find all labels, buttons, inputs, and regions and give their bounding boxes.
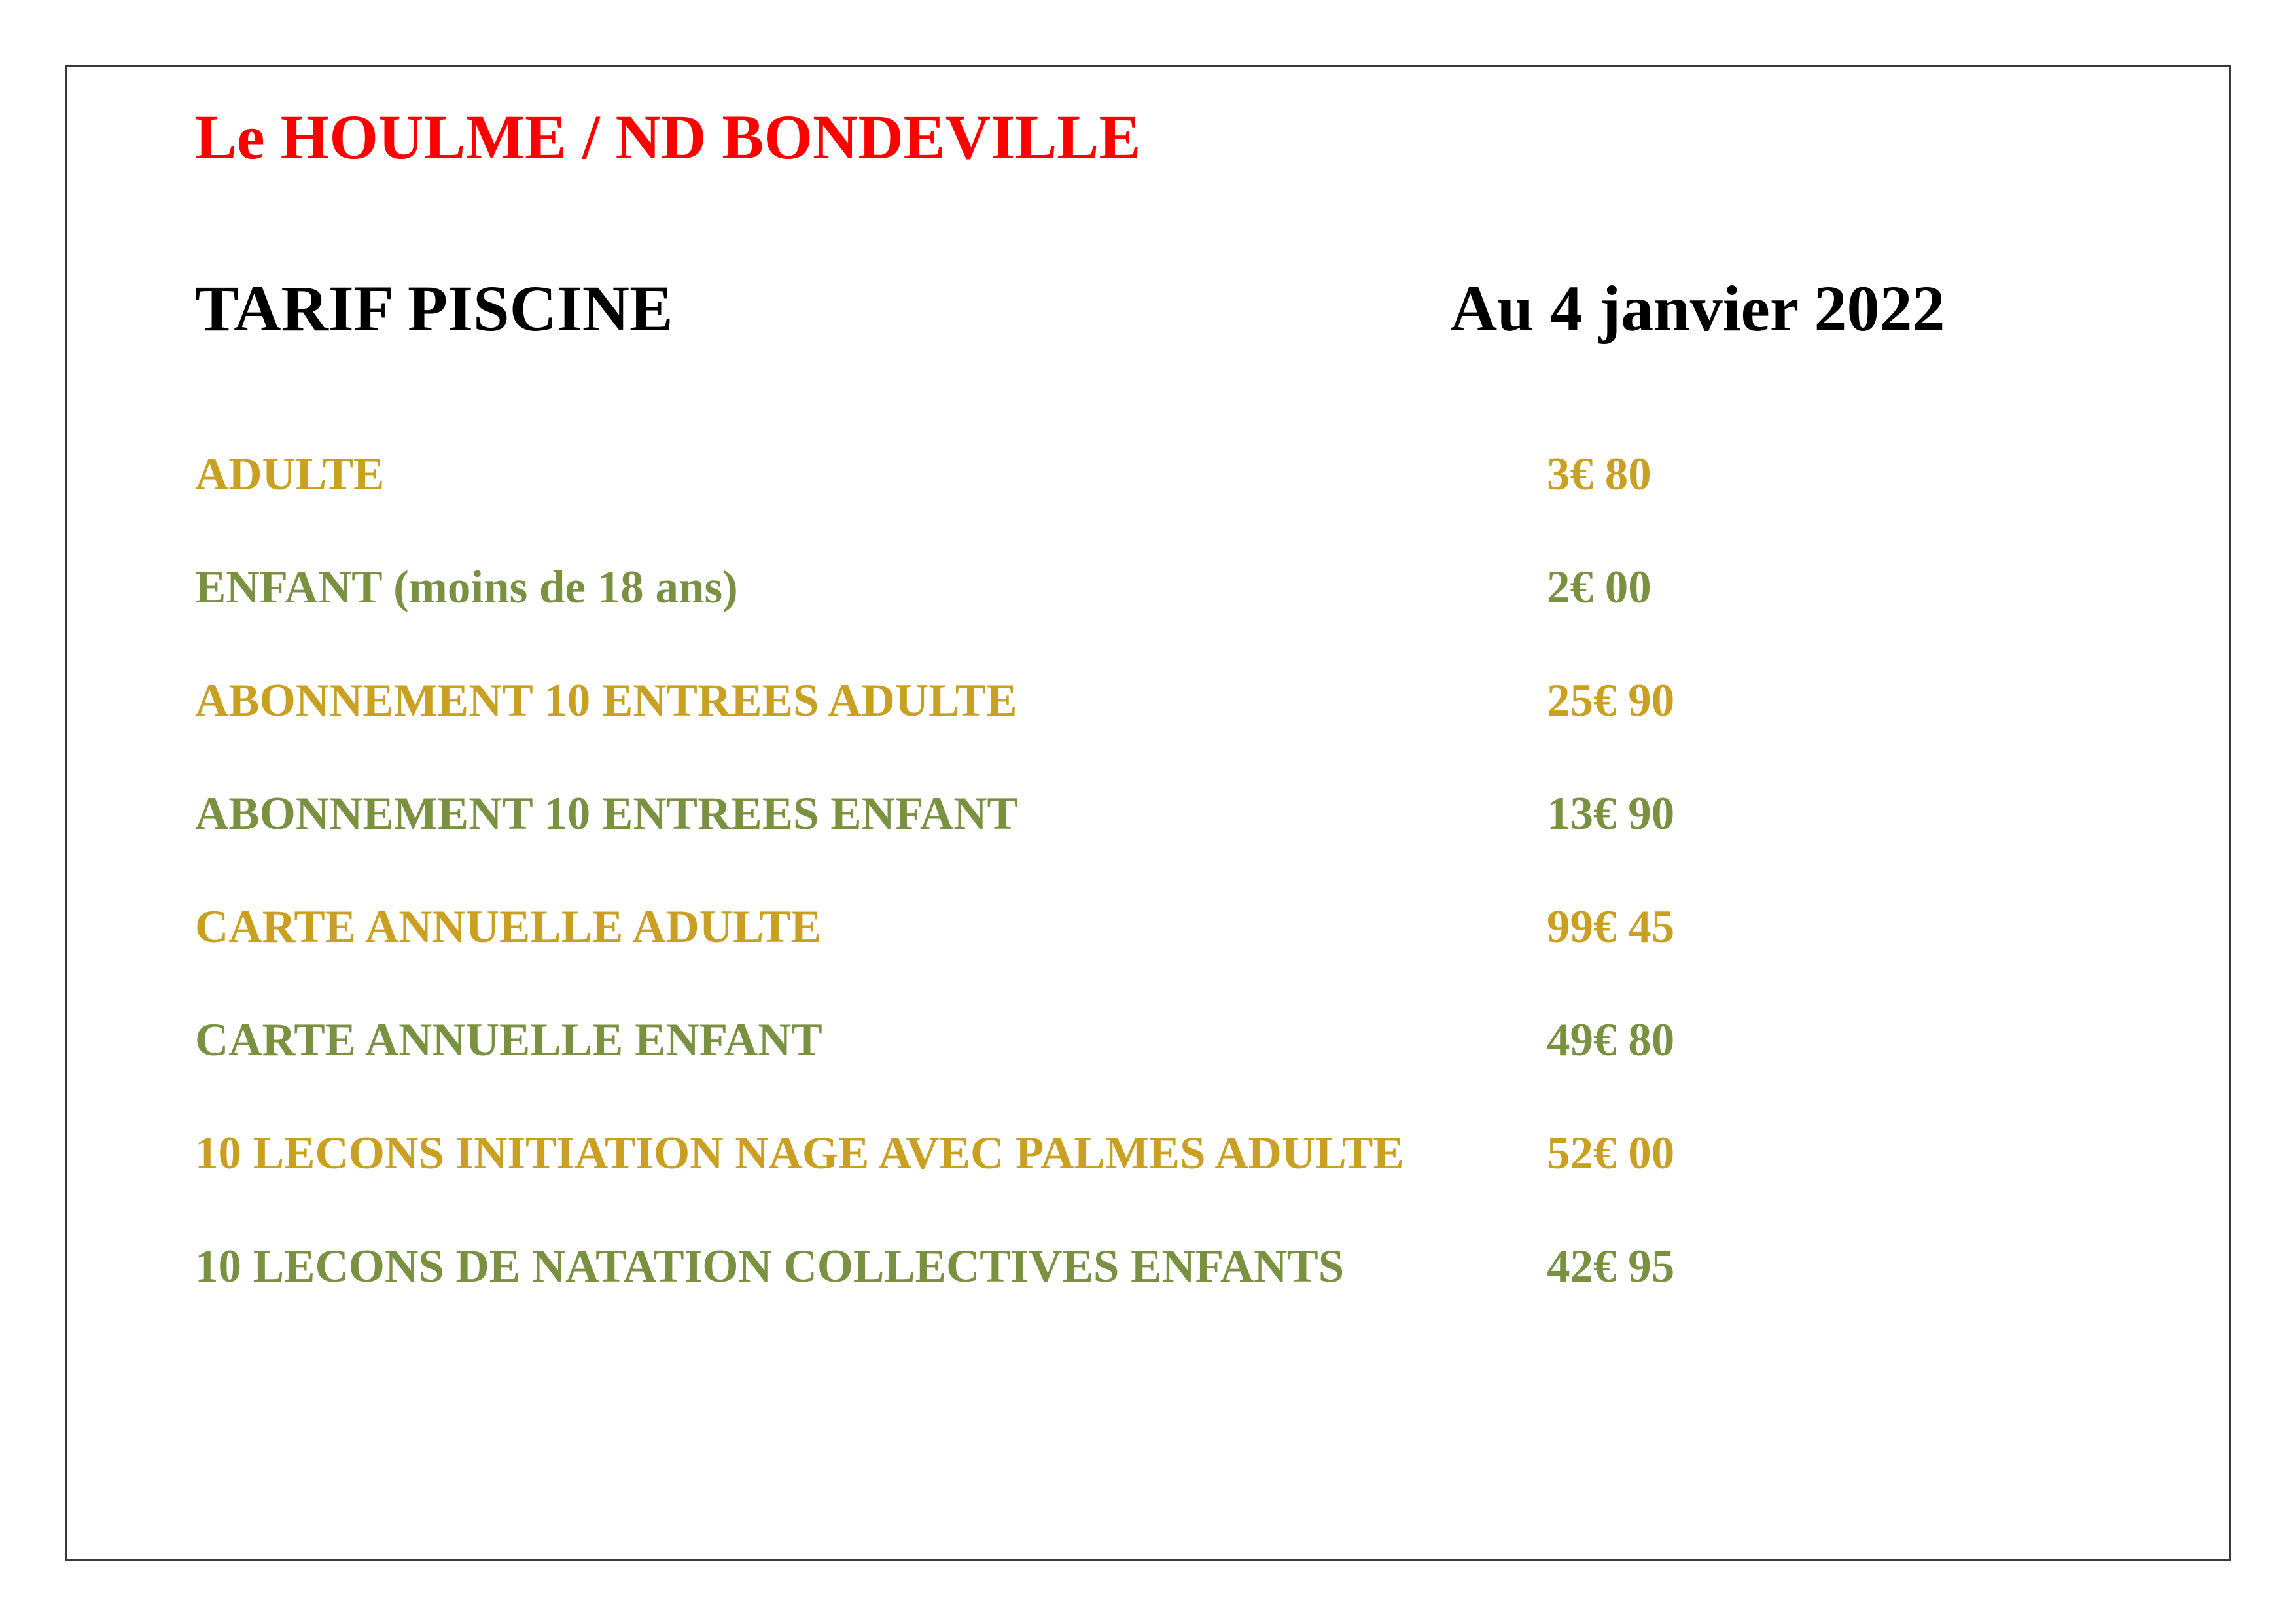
document-title: Le HOULME / ND BONDEVILLE [195,102,1141,172]
tariff-label: CARTE ANNUELLE ENFANT [195,1015,822,1066]
effective-date: Au 4 janvier 2022 [1450,272,1945,345]
tariff-price: 3€ 80 [1547,449,1651,500]
tariff-label: ABONNEMENT 10 ENTREES ENFANT [195,788,1018,839]
tariff-label: 10 LECONS INITIATION NAGE AVEC PALMES ADULTE [195,1128,1404,1179]
tariff-price: 42€ 95 [1547,1241,1675,1292]
tariff-list [195,442,1765,1347]
tariff-row [195,1007,1765,1121]
tariff-label: ABONNEMENT 10 ENTREES ADULTE [195,675,1017,726]
tariff-label: CARTE ANNUELLE ADULTE [195,901,822,952]
tariff-row [195,781,1765,894]
tariff-price: 52€ 00 [1547,1128,1675,1179]
tariff-label: 10 LECONS DE NATATION COLLECTIVES ENFANTS [195,1241,1345,1292]
tariff-price: 49€ 80 [1547,1015,1675,1066]
tariff-price: 13€ 90 [1547,788,1675,839]
tariff-price: 99€ 45 [1547,901,1675,952]
tariff-row [195,1234,1765,1347]
tariff-row [195,442,1765,555]
tariff-row [195,1121,1765,1234]
tariff-price: 2€ 00 [1547,562,1651,613]
tariff-label: ADULTE [195,449,385,500]
tariff-label: ENFANT (moins de 18 ans) [195,562,738,613]
tariff-row [195,668,1765,781]
tariff-row [195,555,1765,668]
tariff-heading: TARIF PISCINE [195,272,673,345]
tariff-row [195,894,1765,1007]
tariff-price: 25€ 90 [1547,675,1675,726]
